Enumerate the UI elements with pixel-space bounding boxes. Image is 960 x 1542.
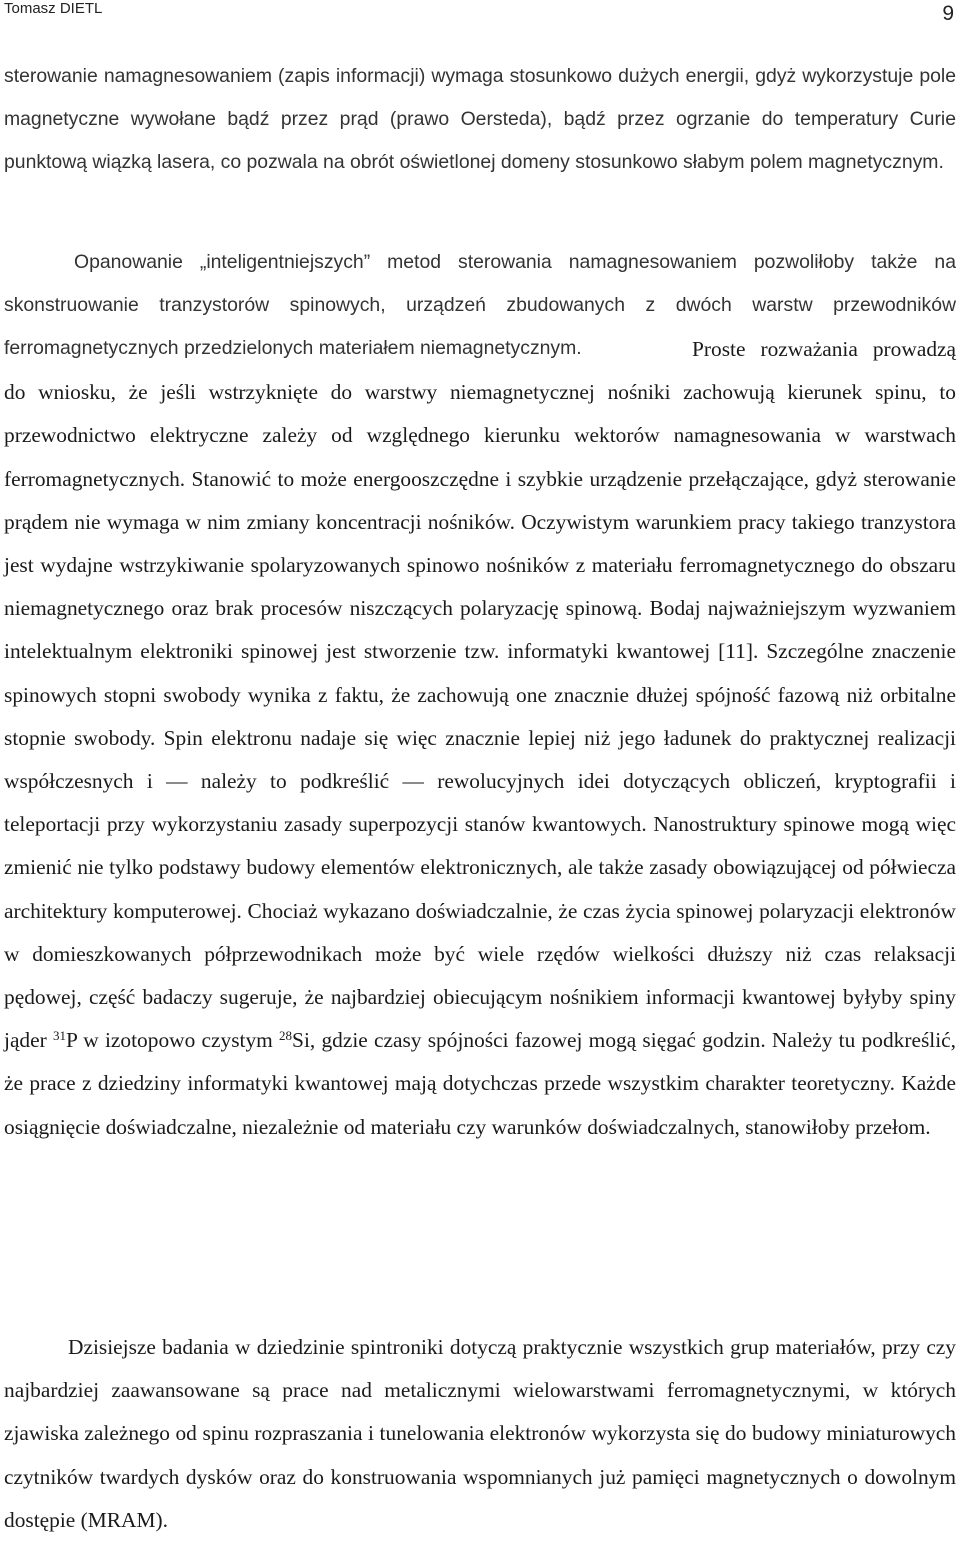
paragraph-text-part-3: Si, gdzie czasy spójności fazowej mogą sięgać godzin. Należy tu podkreślić, że prace z dziedziny informatyki kwantowej mają dotychczas przede wszystkim charakter teoretyczny. Każde osiągnięcie doświadczalne, niezależnie od materiału czy warunków doświadczalnych, stanowiłoby przełom. bbox=[4, 1028, 956, 1139]
paragraph-spin-transistors: Opanowanie „inteligentniejszych” metod sterowania namagnesowaniem pozwoliłoby także na skonstruowanie tranzystorów spinowych, urządzeń zbudowanych z dwóch warstw przewodników ferromagnetycznych przedzielonych materiałem niemagnetycznym. bbox=[4, 251, 956, 360]
isotope-mass-number-phosphorus: 31 bbox=[52, 1028, 66, 1044]
isotope-mass-number-silicon: 28 bbox=[279, 1028, 293, 1044]
paragraph-spintronics-challenges bbox=[4, 328, 956, 1149]
running-header-author: Tomasz DIETL bbox=[4, 0, 103, 17]
paragraph-current-research: Dzisiejsze badania w dziedzinie spintroniki dotyczą praktycznie wszystkich grup materiałów, przy czy najbardziej zaawansowane są prace nad metalicznymi wielowarstwami ferromagnetycznymi, w których zjawiska zależnego od spinu rozpraszania i tunelowania elektronów wykorzysta się do budowy miniaturowych czytników twardych dysków oraz do konstruowania wspomnianych już pamięci magnetycznych o dowolnym dostępie (MRAM). bbox=[4, 1335, 956, 1532]
page-number: 9 bbox=[942, 2, 954, 25]
paragraph-text-part-2: P w izotopowo czystym bbox=[65, 1028, 273, 1053]
paragraph-continuation: sterowanie namagnesowaniem (zapis informacji) wymaga stosunkowo dużych energii, gdyż wykorzystuje pole magnetyczne wywołane bądź przez prąd (prawo Oersteda), bądź przez ogrzanie do temperatury Curie punktową wiązką lasera, co pozwala na obrót oświetlonej domeny stosunkowo słabym polem magnetycznym. bbox=[4, 65, 956, 174]
paragraph-text-part-1: Proste rozważania prowadzą do wniosku, że jeśli wstrzyknięte do warstwy niemagnetycznej nośniki zachowują kierunek spinu, to przewodnictwo elektryczne zależy od względnego kierunku wektorów namagnesowania w warstwach ferromagnetycznych. Stanowić to może energooszczędne i szybkie urządzenie przełączające, gdyż sterowanie prądem nie wymaga w nim zmiany koncentracji nośników. Oczywistym warunkiem pracy takiego tranzystora jest wydajne wstrzykiwanie spolaryzowanych spinowo nośników z materiału ferromagnetycznego do obszaru niemagnetycznego oraz brak procesów niszczących polaryzację spinową. Bodaj najważniejszym wyzwaniem intelektualnym elektroniki spinowej jest stworzenie tzw. informatyki kwantowej [11]. Szczególne znaczenie spinowych stopni swobody wynika z faktu, że zachowują one znacznie dłużej spójność fazową niż orbitalne stopnie swobody. Spin elektronu nadaje się więc znacznie lepiej niż jego ładunek do praktycznej realizacji współczesnych i — należy to podkreślić — rewolucyjnych idei dotyczących obliczeń, kryptografii i teleportacji przy wykorzystaniu zasady superpozycji stanów kwantowych. Nanostruktury spinowe mogą więc zmienić nie tylko podstawy budowy elementów elektronicznych, ale także zasady obowiązującej od półwiecza architektury komputerowej. Chociaż wykazano doświadczalnie, że czas życia spinowej polaryzacji elektronów w domieszkowanych półprzewodnikach może być wiele rzędów wielkości dłuższy niż czas relaksacji pędowej, część badaczy sugeruje, że najbardziej obiecującym nośnikiem informacji kwantowej byłyby spiny jąder bbox=[4, 337, 956, 1053]
